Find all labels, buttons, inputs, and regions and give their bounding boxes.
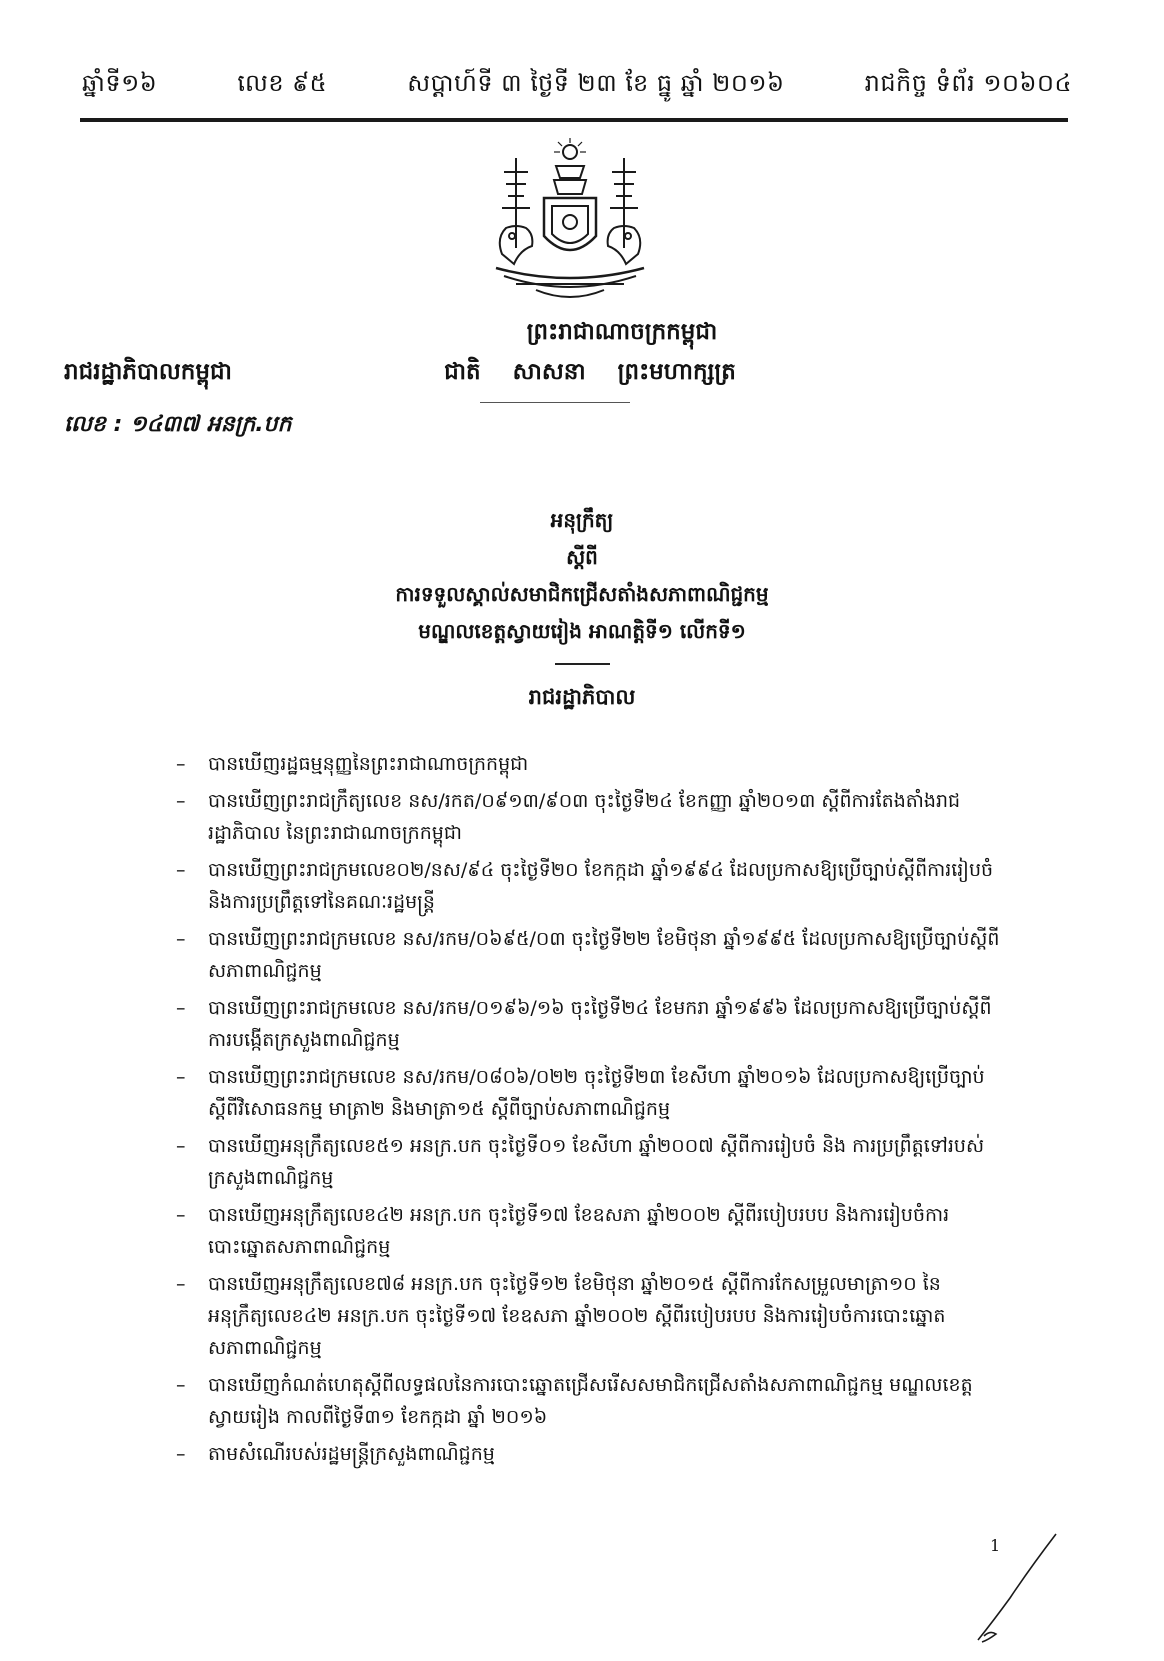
visa-text: បានឃើញព្រះរាជក្រមលេខ នស/រកម/០១៩៦/១៦ ចុះថ្ងៃទី២៤ ខែមករា ឆ្នាំ១៩៩៦ ដែលប្រកាសឱ្យប្រើច្បាប់ស្តីពីការបង្កើតក្រសួងពាណិជ្ជកម្ម	[208, 997, 992, 1051]
decree-type: អនុក្រឹត្យ	[550, 508, 614, 532]
document-number: លេខ : ១៤៣៧ អនក្រ.បក	[64, 412, 292, 437]
gazette-page-ref: រាជកិច្ច ទំព័រ ១០៦០៤	[864, 69, 1072, 97]
government-name: រាជរដ្ឋាភិបាលកម្ពុជា	[64, 359, 232, 385]
decree-subject-line1: ការទទួលស្គាល់សមាជិកជ្រើសតាំងសភាពាណិជ្ជកម្ម	[395, 582, 769, 606]
page-number: 1	[990, 1536, 1001, 1555]
list-item	[176, 1438, 1006, 1470]
visa-text: បានឃើញអនុក្រឹត្យលេខ៥១ អនក្រ.បក ចុះថ្ងៃទី០១ ខែសីហា ឆ្នាំ២០០៧ ស្តីពីការរៀបចំ និង ការប្រព្រឹត្តទៅរបស់ក្រសួងពាណិជ្ជកម្ម	[208, 1135, 985, 1189]
gazette-date: សប្តាហ៍ទី ៣ ថ្ងៃទី ២៣ ខែ ធ្នូ ឆ្នាំ ២០១៦	[407, 69, 785, 97]
visa-text: តាមសំណើរបស់រដ្ឋមន្ត្រីក្រសួងពាណិជ្ជកម្ម	[208, 1443, 495, 1465]
list-item	[176, 1369, 1006, 1433]
visa-text: បានឃើញអនុក្រឹត្យលេខ៤២ អនក្រ.បក ចុះថ្ងៃទី១៧ ខែឧសភា ឆ្នាំ២០០២ ស្តីពីរបៀបរបប និងការរៀបចំការបោះឆ្នោតសភាពាណិជ្ជកម្ម	[208, 1204, 950, 1258]
kingdom-name: ព្រះរាជាណាចក្រកម្ពុជា	[526, 319, 718, 345]
list-item	[176, 1130, 1006, 1194]
royal-arms-emblem-icon	[476, 138, 664, 308]
visa-text: បានឃើញព្រះរាជក្រឹត្យលេខ នស/រកត/០៩១៣/៩០៣ ចុះថ្ងៃទី២៤ ខែកញ្ញា ឆ្នាំ២០១៣ ស្តីពីការតែងតាំងរាជរដ្ឋាភិបាល នៃព្រះរាជាណាចក្រកម្ពុជា	[208, 790, 961, 844]
list-item	[176, 923, 1006, 987]
visa-text: បានឃើញព្រះរាជក្រមលេខ នស/រកម/០៦៩៥/០៣ ចុះថ្ងៃទី២២ ខែមិថុនា ឆ្នាំ១៩៩៥ ដែលប្រកាសឱ្យប្រើច្បាប់ស្តីពីសភាពាណិជ្ជកម្ម	[208, 928, 1000, 982]
list-item	[176, 854, 1006, 918]
list-dash: –	[176, 997, 186, 1019]
list-item	[176, 1268, 1006, 1364]
gazette-year: ឆ្នាំទី១៦	[82, 69, 158, 97]
visa-text: បានឃើញកំណត់ហេតុស្តីពីលទ្ធផលនៃការបោះឆ្នោតជ្រើសរើសសមាជិកជ្រើសតាំងសភាពាណិជ្ជកម្ម មណ្ឌលខេត្តស្វាយរៀង កាលពីថ្ងៃទី៣១ ខែកក្កដា ឆ្នាំ ២០១៦	[208, 1374, 973, 1428]
gazette-issue: លេខ ៩៥	[237, 69, 328, 97]
list-dash: –	[176, 1443, 186, 1465]
list-dash: –	[176, 790, 186, 812]
visa-text: បានឃើញអនុក្រឹត្យលេខ៧៨ អនក្រ.បក ចុះថ្ងៃទី១២ ខែមិថុនា ឆ្នាំ២០១៥ ស្តីពីការកែសម្រួលមាត្រា១០ នៃអនុក្រឹត្យលេខ៤២ អនក្រ.បក ចុះថ្ងៃទី១៧ ខែឧសភា ឆ្នាំ២០០២ ស្តីពីរបៀបរបប និងការរៀបចំការបោះឆ្នោតសភាពាណិជ្ជកម្ម	[208, 1273, 946, 1359]
decree-title	[0, 502, 1164, 650]
gazette-header	[82, 68, 1072, 103]
list-dash: –	[176, 1204, 186, 1226]
decree-about: ស្តីពី	[566, 545, 598, 569]
list-dash: –	[176, 753, 186, 775]
list-item	[176, 992, 1006, 1056]
visa-text: បានឃើញរដ្ឋធម្មនុញ្ញនៃព្រះរាជាណាចក្រកម្ពុជា	[208, 753, 529, 775]
list-dash: –	[176, 1273, 186, 1295]
header-rule	[80, 118, 1068, 122]
national-motto: ជាតិ សាសនា ព្រះមហាក្សត្រ	[444, 359, 736, 385]
issuing-authority: រាជរដ្ឋាភិបាល	[528, 685, 636, 709]
list-dash: –	[176, 859, 186, 881]
visa-text: បានឃើញព្រះរាជក្រមលេខ០២/នស/៩៤ ចុះថ្ងៃទី២០ ខែកក្កដា ឆ្នាំ១៩៩៤ ដែលប្រកាសឱ្យប្រើច្បាប់ស្តីពីការរៀបចំ និងការប្រព្រឹត្តទៅនៃគណៈរដ្ឋមន្ត្រី	[208, 859, 994, 913]
list-dash: –	[176, 1135, 186, 1157]
list-item	[176, 785, 1006, 849]
visa-list	[176, 748, 1006, 1475]
list-dash: –	[176, 928, 186, 950]
title-divider	[555, 663, 610, 665]
list-item	[176, 1199, 1006, 1263]
initial-signature-icon	[970, 1528, 1060, 1648]
list-dash: –	[176, 1066, 186, 1088]
list-item	[176, 1061, 1006, 1125]
list-dash: –	[176, 1374, 186, 1396]
motto-divider	[480, 402, 630, 403]
decree-subject-line2: មណ្ឌលខេត្តស្វាយរៀង អាណត្តិទី១ លើកទី១	[418, 619, 746, 643]
visa-text: បានឃើញព្រះរាជក្រមលេខ នស/រកម/០៨០៦/០២២ ចុះថ្ងៃទី២៣ ខែសីហា ឆ្នាំ២០១៦ ដែលប្រកាសឱ្យប្រើច្បាប់ស្តីពីវិសោធនកម្ម មាត្រា២ និងមាត្រា១៥ ស្តីពីច្បាប់សភាពាណិជ្ជកម្ម	[208, 1066, 985, 1120]
list-item	[176, 748, 1006, 780]
